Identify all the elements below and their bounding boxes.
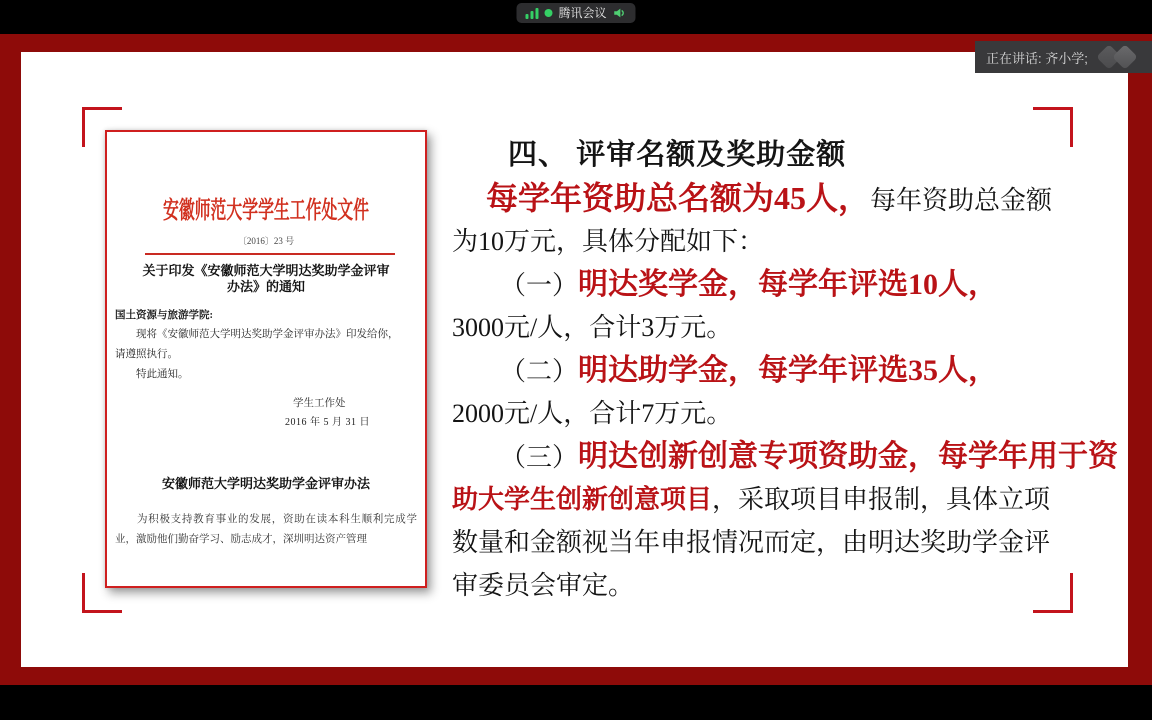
document-section-title: 安徽师范大学明达奖助学金评审办法 xyxy=(161,476,370,491)
emphasis-text-segment: 明达奖学金，每学年评选10人， xyxy=(578,268,999,301)
slide-text-line xyxy=(452,478,1054,521)
document-section-body: 为积极支持教育事业的发展，资助在读本科生顺利完成学业，激励他们勤奋学习、励志成才，深圳明达资产管理 xyxy=(115,514,417,545)
slide-frame xyxy=(0,34,1152,685)
text-segment: （一） xyxy=(500,271,579,300)
document-signer: 学生工作处 xyxy=(293,398,346,409)
document-page xyxy=(105,130,427,588)
text-segment: 四、 评审名额及奖助金额 xyxy=(508,139,847,171)
text-segment: 为10万元，具体分配如下： xyxy=(452,227,765,256)
text-segment: 3000元/人，合计3万元。 xyxy=(452,313,733,342)
document-red-header-title: 安徽师范大学学生工作处文件 xyxy=(163,198,369,224)
slide-canvas xyxy=(21,52,1128,667)
active-speaker-banner[interactable] xyxy=(975,41,1152,73)
text-segment: （二） xyxy=(500,357,579,386)
document-recipient: 国土资源与旅游学院: xyxy=(115,310,213,321)
signal-bars-icon xyxy=(525,8,538,19)
document-body-line: 特此通知。 xyxy=(136,369,189,380)
text-segment: 2000元/人，合计7万元。 xyxy=(452,399,733,428)
text-segment: 每年资助总金额 xyxy=(870,186,1053,215)
document-notice-title: 关于印发《安徽师范大学明达奖助学金评审办法》的通知 xyxy=(142,263,390,294)
slide-text-line xyxy=(452,306,1054,349)
slide-text-line xyxy=(452,521,1054,564)
document-number: 〔2016〕23 号 xyxy=(237,236,295,246)
text-segment: （三） xyxy=(500,443,579,472)
watermark-logo-icon xyxy=(1094,44,1146,70)
document-body-line: 请遵照执行。 xyxy=(115,349,178,360)
meeting-app-label: 腾讯会议 xyxy=(558,6,607,20)
bottom-bar xyxy=(0,685,1152,720)
text-segment: ，采取项目申报制，具体立项 xyxy=(712,485,1051,514)
text-segment: 数量和金额视当年申报情况而定，由明达奖助学金评 xyxy=(452,528,1051,557)
status-dot-icon xyxy=(544,9,552,17)
slide-text-line xyxy=(452,564,1054,607)
emphasis-text-segment: 明达创新创意专项资助金，每学年用于资 xyxy=(578,440,1119,473)
text-segment: 审委员会审定。 xyxy=(452,571,635,600)
slide-text-line xyxy=(452,220,1054,263)
emphasis-text-segment: 助大学生创新创意项目 xyxy=(452,485,713,514)
slide-text-line xyxy=(452,435,1119,478)
slide-text-line xyxy=(452,134,1054,177)
slide-text-line xyxy=(452,177,1054,220)
document-red-divider xyxy=(145,253,395,255)
slide-text-block xyxy=(452,134,1119,607)
slide-text-line xyxy=(452,392,1054,435)
meeting-status-pill[interactable] xyxy=(516,3,635,23)
slide-text-line xyxy=(452,263,1054,306)
emphasis-text-segment: 明达助学金，每学年评选35人， xyxy=(578,354,999,387)
active-speaker-label: 正在讲话: 齐小学; xyxy=(986,50,1088,66)
slide-text-line xyxy=(452,349,1054,392)
document-body-line: 现将《安徽师范大学明达奖助学金评审办法》印发给你， xyxy=(136,329,399,340)
emphasis-text-segment: 每学年资助总名额为45人， xyxy=(486,180,871,216)
document-date: 2016 年 5 月 31 日 xyxy=(285,417,370,428)
top-bar xyxy=(0,0,1152,34)
speaker-icon xyxy=(613,6,627,20)
